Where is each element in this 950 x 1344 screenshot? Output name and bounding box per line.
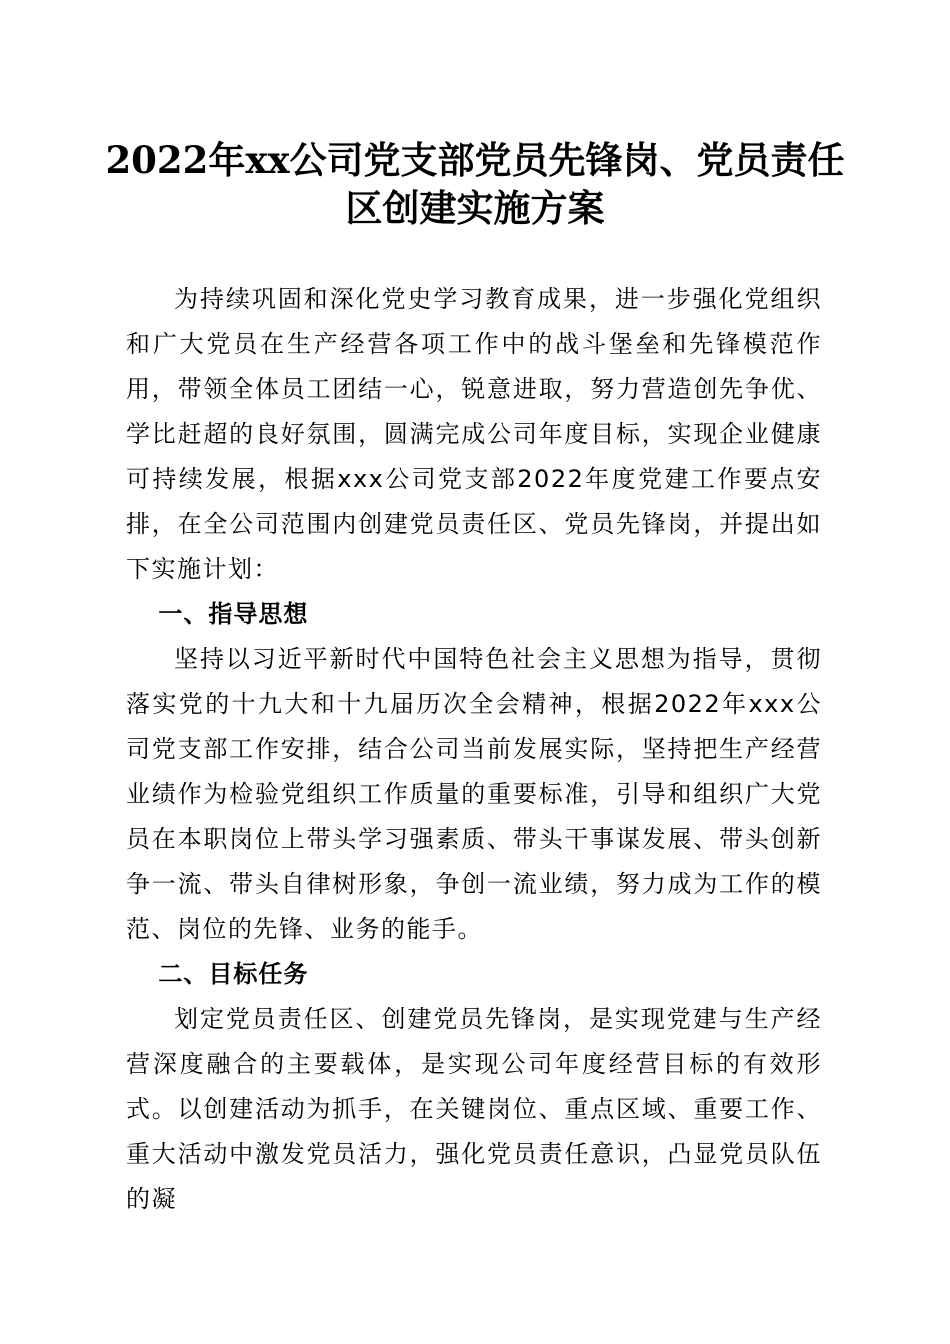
section-heading-objectives: 二、目标任务 [158, 960, 309, 988]
section-heading-guiding-ideology: 一、指导思想 [158, 600, 309, 628]
intro-paragraph: 为持续巩固和深化党史学习教育成果，进一步强化党组织和广大党员在生产经营各项工作中的战斗堡垒和先锋模范作用，带领全体员工团结一心，锐意进取，努力营造创先争优、学比赶超的良好氛围，圆满完成公司年度目标，实现企业健康可持续发展，根据xxx公司党支部2022年度党建工作要点安排，在全公司范围内创建党员责任区、党员先锋岗，并提出如下实施计划： [126, 285, 822, 583]
section-paragraph-guiding-ideology: 坚持以习近平新时代中国特色社会主义思想为指导，贯彻落实党的十九大和十九届历次全会精神，根据2022年xxx公司党支部工作安排，结合公司当前发展实际，坚持把生产经营业绩作为检验党组织工作质量的重要标准，引导和组织广大党员在本职岗位上带头学习强素质、带头干事谋发展、带头创新争一流、带头自律树形象，争创一流业绩，努力成为工作的模范、岗位的先锋、业务的能手。 [126, 645, 822, 943]
document-body [126, 277, 822, 1222]
section-paragraph-objectives: 划定党员责任区、创建党员先锋岗，是实现党建与生产经营深度融合的主要载体，是实现公司年度经营目标的有效形式。以创建活动为抓手，在关键岗位、重点区域、重要工作、重大活动中激发党员活力，强化党员责任意识，凸显党员队伍的凝 [126, 1005, 822, 1213]
document-title: 2022年xx公司党支部党员先锋岗、党员责任区创建实施方案 [105, 138, 845, 230]
